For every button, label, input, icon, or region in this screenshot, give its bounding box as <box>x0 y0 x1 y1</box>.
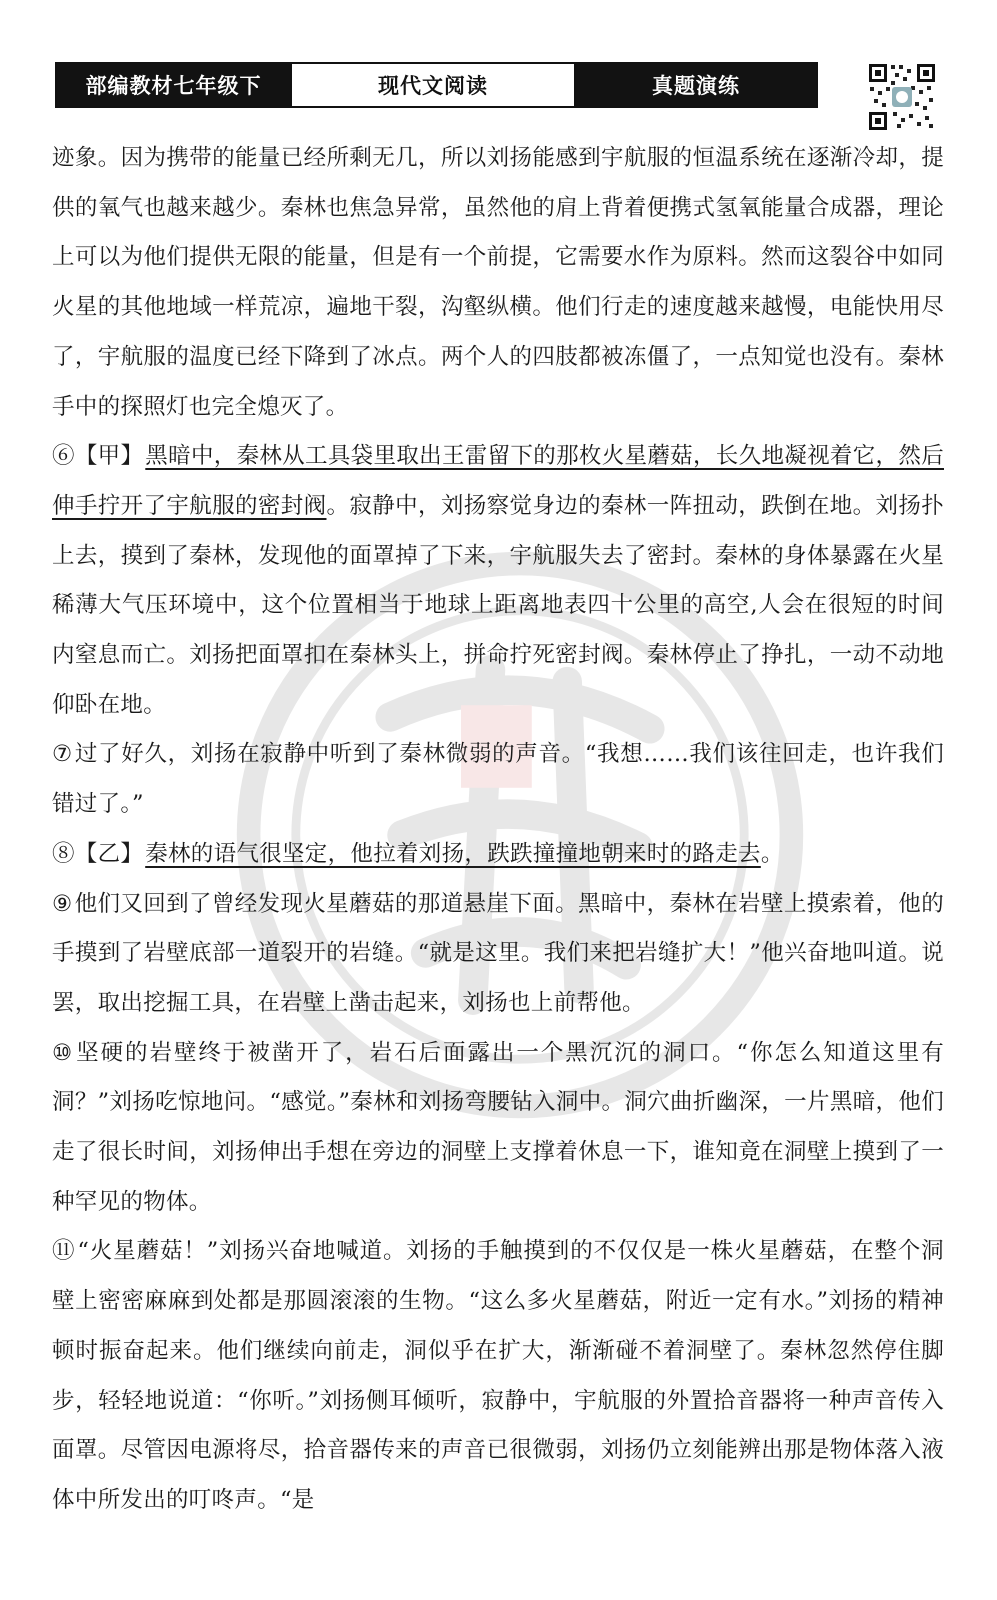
paragraph-continued: 迹象。因为携带的能量已经所剩无几，所以刘扬能感到宇航服的恒温系统在逐渐冷却，提供的氧气也越来越少。秦林也焦急异常，虽然他的肩上背着便携式氢氧能量合成器，理论上可以为他们提供无限的能量，但是有一个前提，它需要水作为原料。然而这裂谷中如同火星的其他地域一样荒凉，遍地干裂，沟壑纵横。他们行走的速度越来越慢，电能快用尽了，宇航服的温度已经下降到了冰点。两个人的四肢都被冻僵了，一点知觉也没有。秦林手中的探照灯也完全熄灭了。 <box>52 145 944 420</box>
paragraph-6 <box>52 432 944 730</box>
header-section-label: 现代文阅读 <box>290 64 576 106</box>
paragraph-9 <box>52 880 944 1029</box>
paragraph-text: 。寂静中，刘扬察觉身边的秦林一阵扭动，跌倒在地。刘扬扑上去，摸到了秦林，发现他的面罩掉了下来，宇航服失去了密封。秦林的身体暴露在火星稀薄大气压环境中，这个位置相当于地球上距离地表四十公里的高空,人会在很短的时间内窒息而亡。刘扬把面罩扣在秦林头上，拼命拧死密封阀。秦林停止了挣扎，一动不动地仰卧在地。 <box>52 492 944 718</box>
paragraph-text: 过了好久，刘扬在寂静中听到了秦林微弱的声音。“我想……我们该往回走，也许我们错过了。” <box>52 741 944 818</box>
paragraph-7 <box>52 730 944 829</box>
paragraph-11 <box>52 1227 944 1525</box>
underlined-sentence-jia: 黑暗中，秦林从工具袋里取出王雷留下的那枚火星蘑菇，长久地凝视着它，然后伸手拧开了宇航服的密封阀 <box>52 443 944 519</box>
paragraph-text: 坚硬的岩壁终于被凿开了，岩石后面露出一个黑沉沉的洞口。“你怎么知道这里有洞？”刘扬吃惊地问。“感觉。”秦林和刘扬弯腰钻入洞中。洞穴曲折幽深，一片黑暗，他们走了很长时间，刘扬伸出手想在旁边的洞壁上支撑着休息一下，谁知竟在洞壁上摸到了一种罕见的物体。 <box>52 1039 944 1215</box>
paragraph-text: 他们又回到了曾经发现火星蘑菇的那道悬崖下面。黑暗中，秦林在岩壁上摸索着，他的手摸到了岩壁底部一道裂开的岩缝。“就是这里。我们来把岩缝扩大！”他兴奋地叫道。说罢，取出挖掘工具，在岩壁上凿击起来，刘扬也上前帮他。 <box>52 890 944 1016</box>
header-textbook-label: 部编教材七年级下 <box>57 64 290 106</box>
paragraph-number: ⑧【乙】 <box>52 840 144 867</box>
paragraph-number: ⑩ <box>52 1039 75 1066</box>
page-header <box>55 62 818 108</box>
article-body <box>52 134 944 1526</box>
paragraph-number: ⑨ <box>52 890 73 917</box>
paragraph-text: 。 <box>760 840 784 867</box>
paragraph-text: “火星蘑菇！”刘扬兴奋地喊道。刘扬的手触摸到的不仅仅是一株火星蘑菇，在整个洞壁上密密麻麻到处都是那圆滚滚的生物。“这么多火星蘑菇，附近一定有水。”刘扬的精神顿时振奋起来。他们继续向前走，洞似乎在扩大，渐渐碰不着洞壁了。秦林忽然停住脚步，轻轻地说道：“你听。”刘扬侧耳倾听，寂静中，宇航服的外置拾音器将一种声音传入面罩。尽管因电源将尽，拾音器传来的声音已很微弱，刘扬仍立刻能辨出那是物体落入液体中所发出的叮咚声。“是 <box>52 1238 944 1513</box>
underlined-sentence-yi: 秦林的语气很坚定，他拉着刘扬，跌跌撞撞地朝来时的路走去 <box>145 840 761 867</box>
qr-code-icon <box>867 62 937 132</box>
paragraph-number: ⑥【甲】 <box>52 443 144 470</box>
paragraph-number: ⑪ <box>52 1238 76 1265</box>
paragraph-8 <box>52 830 944 880</box>
paragraph-number: ⑦ <box>52 741 73 768</box>
header-practice-label: 真题演练 <box>576 64 816 106</box>
paragraph-10 <box>52 1029 944 1228</box>
